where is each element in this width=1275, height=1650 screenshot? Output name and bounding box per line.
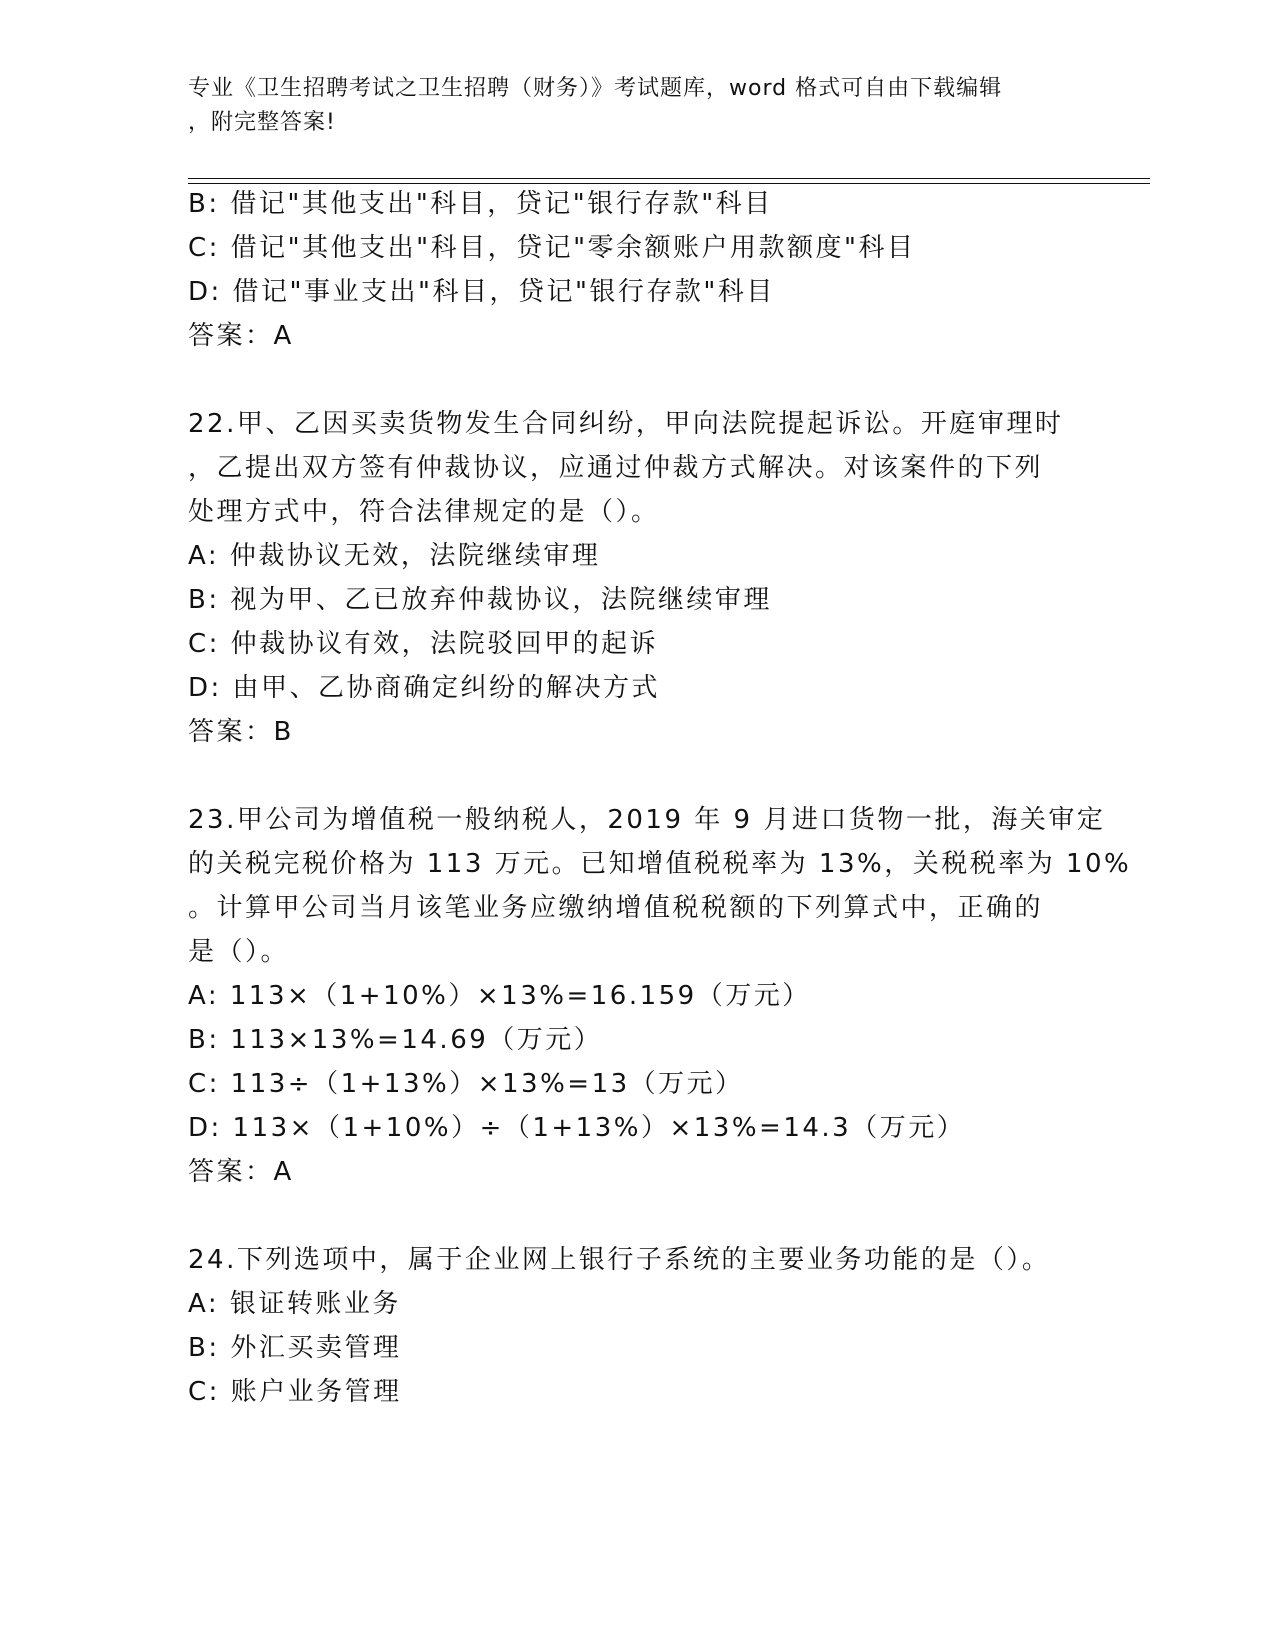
q21-option-b: B: 借记"其他支出"科目，贷记"银行存款"科目 <box>188 189 773 219</box>
q23-option-c: C: 113÷（1+13%）×13%=13（万元） <box>188 1069 744 1099</box>
q23-stem-line-1: 23.甲公司为增值税一般纳税人，2019 年 9 月进口货物一批，海关审定 <box>188 805 1106 835</box>
q23-stem-line-2: 的关税完税价格为 113 万元。已知增值税税率为 13%，关税税率为 10% <box>188 849 1132 879</box>
header-divider-bottom <box>188 183 1150 184</box>
document-header <box>188 72 1068 140</box>
header-line-2: ，附完整答案! <box>188 110 336 135</box>
q21-option-d: D: 借记"事业支出"科目，贷记"银行存款"科目 <box>188 277 775 307</box>
q23-option-a: A: 113×（1+10%）×13%=16.159（万元） <box>188 981 811 1011</box>
header-line-1: 专业《卫生招聘考试之卫生招聘（财务）》考试题库，word 格式可自由下载编辑 <box>188 76 1003 101</box>
q23-stem-line-4: 是（）。 <box>188 937 290 967</box>
header-divider-top <box>188 178 1150 179</box>
q22-option-b: B: 视为甲、乙已放弃仲裁协议，法院继续审理 <box>188 585 772 615</box>
q21-answer: 答案：A <box>188 321 294 351</box>
q23-answer: 答案：A <box>188 1157 294 1187</box>
q22-stem-line-1: 22.甲、乙因买卖货物发生合同纠纷，甲向法院提起诉讼。开庭审理时 <box>188 409 1064 439</box>
q22-option-c: C: 仲裁协议有效，法院驳回甲的起诉 <box>188 629 659 659</box>
q23-option-d: D: 113×（1+10%）÷（1+13%）×13%=14.3（万元） <box>188 1113 966 1143</box>
q22-option-a: A: 仲裁协议无效，法院继续审理 <box>188 541 601 571</box>
q22-answer: 答案：B <box>188 717 294 747</box>
q21-option-c: C: 借记"其他支出"科目，贷记"零余额账户用款额度"科目 <box>188 233 916 263</box>
q24-option-c: C: 账户业务管理 <box>188 1377 402 1407</box>
q22-stem-line-3: 处理方式中，符合法律规定的是（）。 <box>188 497 660 527</box>
q22-option-d: D: 由甲、乙协商确定纠纷的解决方式 <box>188 673 661 703</box>
q24-option-b: B: 外汇买卖管理 <box>188 1333 402 1363</box>
q24-option-a: A: 银证转账业务 <box>188 1289 401 1319</box>
q22-stem-line-2: ，乙提出双方签有仲裁协议，应通过仲裁方式解决。对该案件的下列 <box>188 453 1044 483</box>
q23-stem-line-3: 。计算甲公司当月该笔业务应缴纳增值税税额的下列算式中，正确的 <box>188 893 1044 923</box>
q23-option-b: B: 113×13%=14.69（万元） <box>188 1025 603 1055</box>
q24-stem-line-1: 24.下列选项中，属于企业网上银行子系统的主要业务功能的是（）。 <box>188 1245 1051 1275</box>
